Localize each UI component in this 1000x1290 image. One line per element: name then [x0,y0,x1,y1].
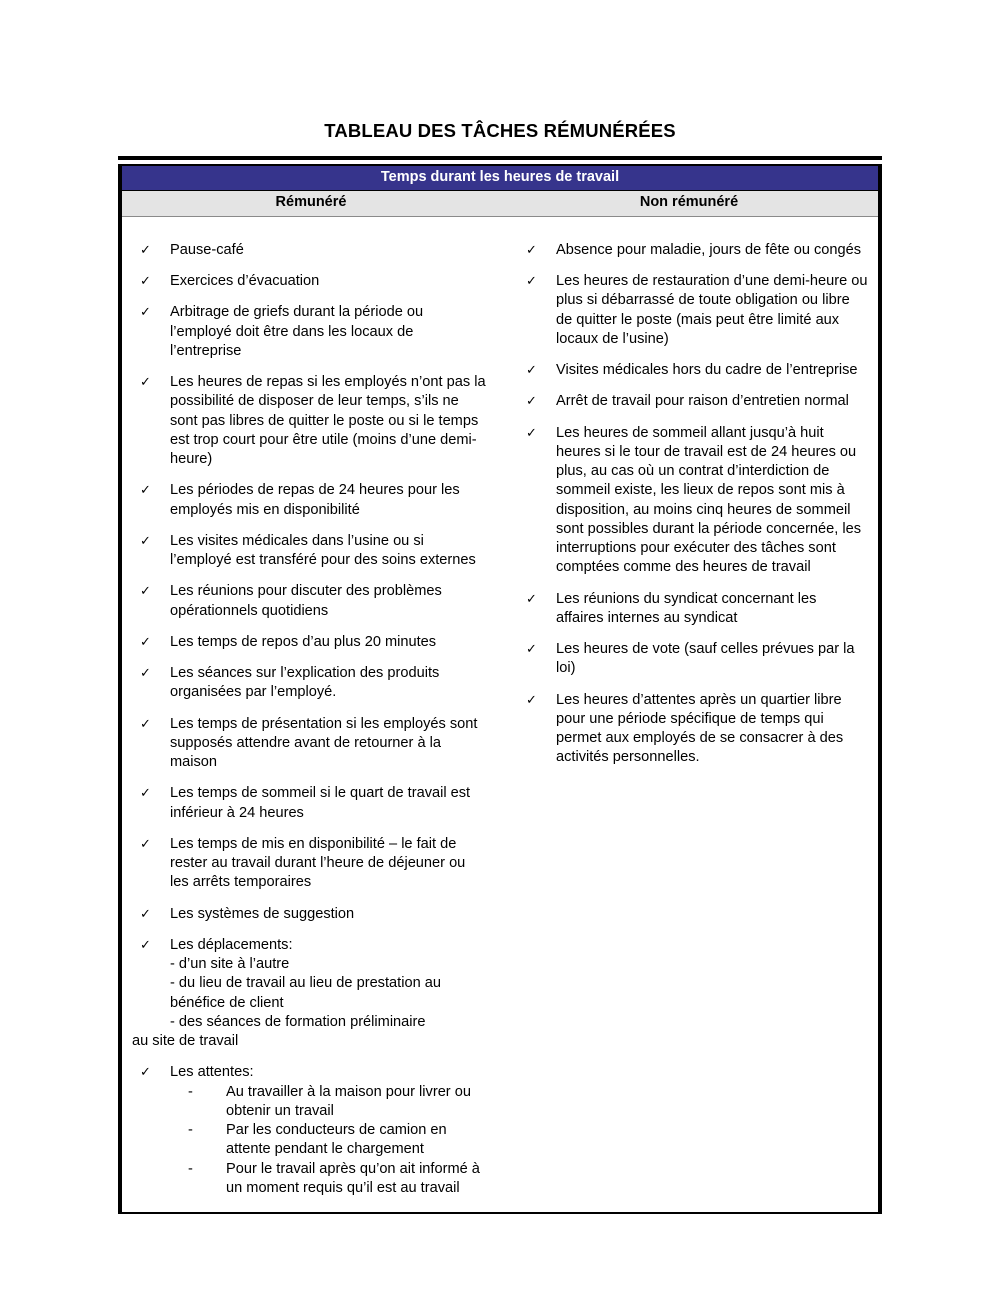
check-icon: ✓ [526,241,537,257]
unpaid-items-list [518,241,868,768]
sub-list-item [170,1121,486,1160]
list-item-text: Les heures de sommeil allant jusqu’à huit heures si le tour de travail est de 24 heures ou plus, au cas où un contrat d’interdiction de sommeil existe, les lieux de repos sont mis à disposition, au moins cinq heures de sommeil sont possibles durant la période concernée, les interruptions pour exécuter des tâches sont comptées comme des heures de travail [556,424,862,576]
paid-tasks-table [118,164,882,1214]
list-item [132,532,486,571]
list-item-text: Les heures de repas si les employés n’ont pas la possibilité de disposer de leur temps, s’ils ne sont pas libres de quitter le poste ou si le temps est trop court pour être utile (moins d’une demi-heure) [170,374,486,468]
list-item-text: Arrêt de travail pour raison d’entretien normal [556,393,849,410]
list-item [518,590,868,629]
check-icon: ✓ [526,362,537,378]
list-item [132,715,486,773]
list-item-text: Les temps de mis en disponibilité – le fait de rester au travail durant l’heure de déjeuner ou les arrêts temporaires [170,835,466,891]
dash-icon: - [188,1083,193,1100]
list-item-text: Les heures d’attentes après un quartier libre pour une période spécifique de temps qui permet aux employés de se consacrer à des activités personnelles. [556,691,844,766]
check-icon: ✓ [140,532,151,548]
list-item [518,272,868,349]
displacement-line: - des séances de formation préliminaire [170,1013,426,1030]
list-item [518,392,868,411]
displacement-line: - du lieu de travail au lieu de prestation au bénéfice de client [170,975,441,1011]
check-icon: ✓ [526,393,537,409]
sub-list-item [170,1083,486,1122]
list-item [132,582,486,621]
displacement-line-tail: au site de travail [132,1033,239,1050]
list-item [132,272,486,291]
list-item-text: Les systèmes de suggestion [170,905,355,922]
check-icon: ✓ [140,273,151,289]
list-item-displacements [132,936,486,1052]
displacement-sub-lines [132,955,486,1051]
list-item-text: Les réunions du syndicat concernant les affaires internes au syndicat [556,590,817,626]
check-icon: ✓ [526,691,537,707]
check-icon: ✓ [140,304,151,320]
list-item-text: Les heures de vote (sauf celles prévues par la loi) [556,641,855,677]
dash-icon: - [188,1122,193,1139]
sub-list-item-text: Pour le travail après qu’on ait informé à un moment requis qu’il est au travail [226,1160,480,1196]
column-header-paid: Rémunéré [275,194,347,211]
list-item-text: Exercices d’évacuation [170,273,320,290]
list-item-text: Les visites médicales dans l’usine ou si l’employé est transféré pour des soins externes [170,532,476,569]
list-item-text: Pause-café [170,241,244,258]
column-header-unpaid: Non rémunéré [639,194,739,211]
list-item [518,691,868,768]
check-icon: ✓ [140,374,151,390]
list-item [132,633,486,652]
list-item-text: Les temps de repos d’au plus 20 minutes [170,633,437,650]
check-icon: ✓ [526,424,537,440]
check-icon: ✓ [140,905,151,921]
list-item-text: Visites médicales hors du cadre de l’entreprise [556,362,858,379]
list-item [132,784,486,823]
check-icon: ✓ [526,273,537,289]
list-item [132,481,486,520]
table-cell-paid [122,217,500,1212]
paid-items-list [132,241,486,1198]
list-item-text: Les séances sur l’explication des produits organisées par l’employé. [170,665,440,701]
sub-list-item [170,1160,486,1199]
check-icon: ✓ [140,241,151,257]
list-item [132,303,486,361]
displacement-line: - d’un site à l’autre [170,956,290,973]
check-icon: ✓ [140,1064,151,1080]
list-item [132,905,486,924]
list-item-text: Les temps de présentation si les employés sont supposés attendre avant de retourner à la maison [170,715,478,771]
check-icon: ✓ [526,590,537,606]
table-column-headers [122,191,878,216]
table-main-header: Temps durant les heures de travail [122,166,878,191]
waiting-sub-list [170,1083,486,1199]
check-icon: ✓ [140,835,151,851]
list-item [132,835,486,893]
table-cell-unpaid [500,217,878,782]
list-item [518,640,868,679]
list-item [132,373,486,469]
list-item [132,241,486,260]
list-item-text: Les heures de restauration d’une demi-heure ou plus si débarrassé de toute obligation ou libre de quitter le poste (mais peut être limité aux locaux de l’usine) [556,273,868,347]
list-item [518,424,868,578]
list-item-text: Arbitrage de griefs durant la période ou l’employé doit être dans les locaux de l’entreprise [170,304,424,359]
check-icon: ✓ [140,936,151,952]
list-item-text: Les réunions pour discuter des problèmes opérationnels quotidiens [170,583,442,619]
list-item-text: Les temps de sommeil si le quart de travail est inférieur à 24 heures [170,785,471,821]
check-icon: ✓ [140,715,151,731]
list-item [132,664,486,703]
check-icon: ✓ [140,583,151,599]
sub-list-item-text: Par les conducteurs de camion en attente pendant le chargement [226,1122,447,1158]
list-item [518,361,868,380]
check-icon: ✓ [140,633,151,649]
check-icon: ✓ [526,641,537,657]
title-underline-rule [118,156,882,161]
page-title: TABLEAU DES TÂCHES RÉMUNÉRÉES [324,120,676,141]
check-icon: ✓ [140,665,151,681]
check-icon: ✓ [140,785,151,801]
list-item-text: Les périodes de repas de 24 heures pour les employés mis en disponibilité [170,482,460,518]
list-item-text: Les déplacements: [170,936,293,953]
list-item-text: Les attentes: [170,1064,254,1081]
list-item-waiting [132,1063,486,1198]
check-icon: ✓ [140,482,151,498]
dash-icon: - [188,1160,193,1177]
sub-list-item-text: Au travailler à la maison pour livrer ou obtenir un travail [226,1083,471,1119]
table-body [122,217,878,1212]
list-item [518,241,868,260]
list-item-text: Absence pour maladie, jours de fête ou congés [556,241,862,258]
